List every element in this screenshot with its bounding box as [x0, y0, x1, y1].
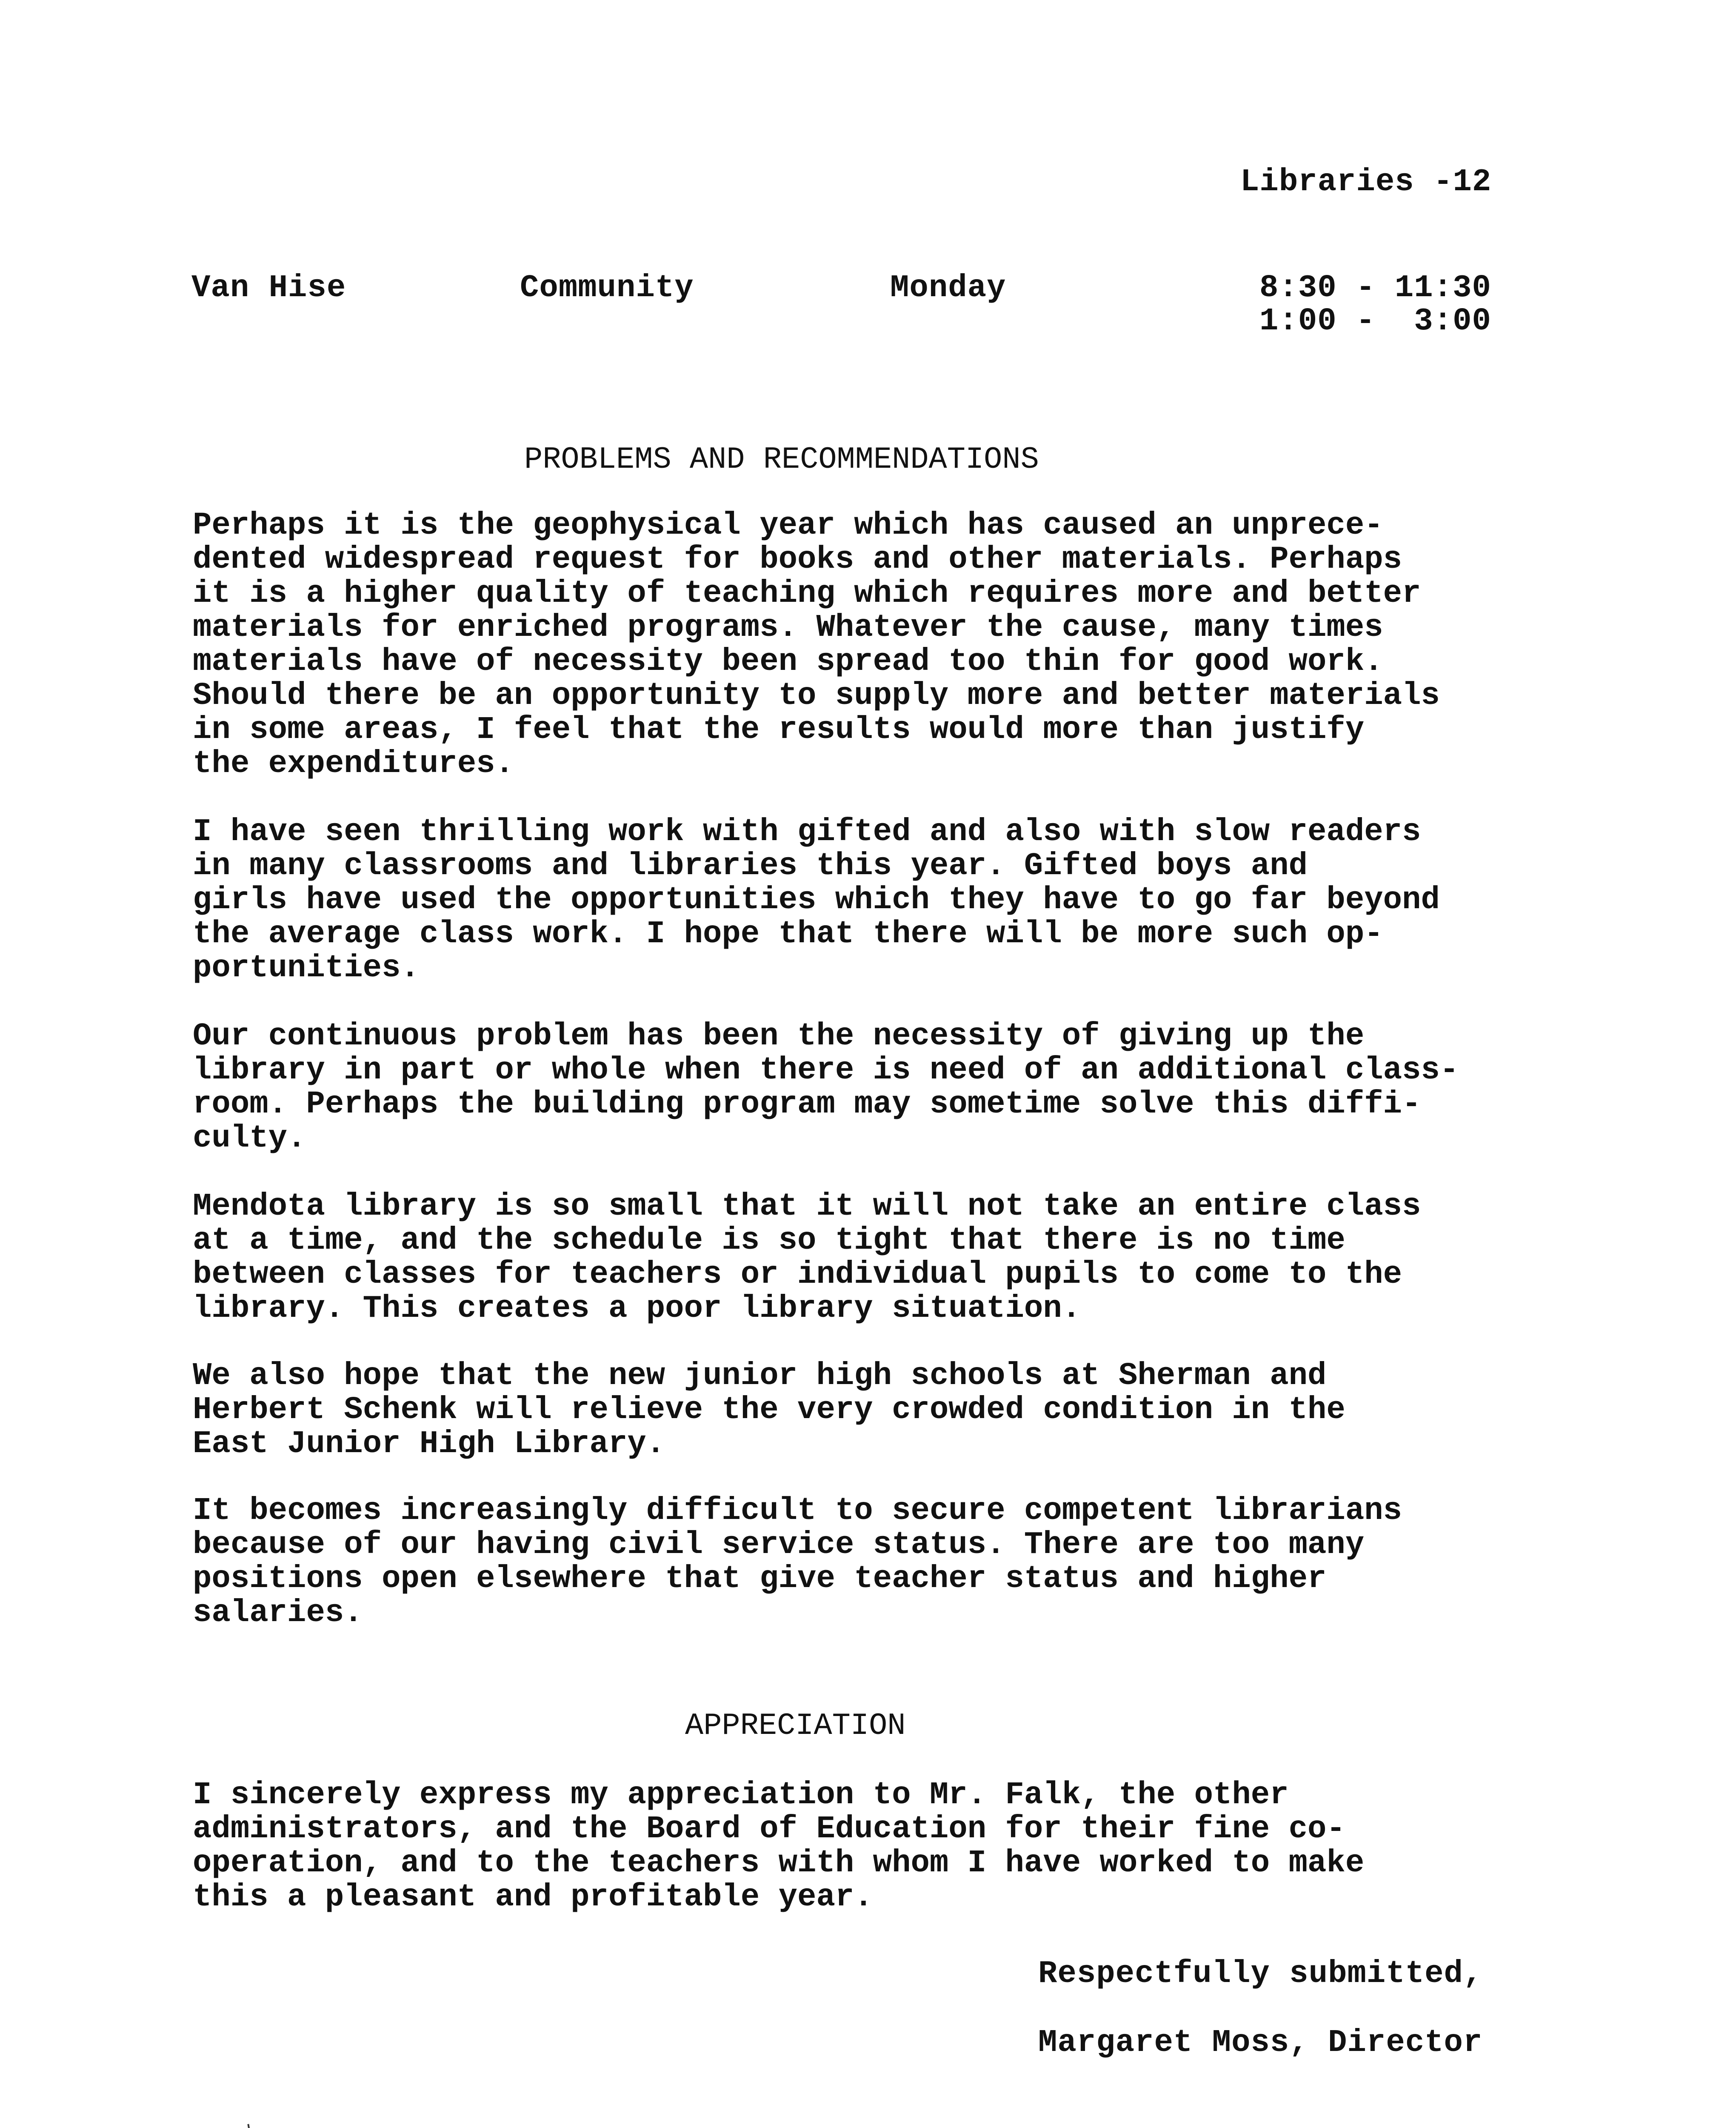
text-line: materials have of necessity been spread too thin for good work.: [193, 644, 1383, 680]
signature-name: Margaret Moss, Director: [1038, 2025, 1483, 2061]
stray-mark: [247, 2124, 256, 2128]
text-line: dented widespread request for books and other materials. Perhaps: [193, 542, 1402, 578]
text-line: portunities.: [193, 950, 420, 986]
text-line: administrators, and the Board of Education for their fine co-: [193, 1811, 1345, 1847]
appreciation-heading: APPRECIATION: [685, 1708, 906, 1743]
text-line: the expenditures.: [193, 746, 514, 782]
text-line: because of our having civil service status. There are too many: [193, 1527, 1365, 1563]
problems-heading: PROBLEMS AND RECOMMENDATIONS: [524, 442, 1039, 477]
text-line: in some areas, I feel that the results would more than justify: [193, 712, 1365, 748]
problems-paragraph-3: [193, 1019, 1597, 1156]
closing-salutation: Respectfully submitted,: [1038, 1956, 1483, 1992]
text-line: Herbert Schenk will relieve the very crowded condition in the: [193, 1392, 1345, 1428]
text-line: room. Perhaps the building program may sometime solve this diffi-: [193, 1087, 1421, 1122]
text-line: positions open elsewhere that give teacher status and higher: [193, 1561, 1327, 1597]
text-line: this a pleasant and profitable year.: [193, 1879, 873, 1915]
text-line: East Junior High Library.: [193, 1426, 665, 1462]
text-line: We also hope that the new junior high schools at Sherman and: [193, 1358, 1327, 1394]
text-line: library in part or whole when there is need of an additional class-: [193, 1053, 1459, 1088]
text-line: Our continuous problem has been the necessity of giving up the: [193, 1018, 1365, 1054]
text-line: the average class work. I hope that there will be more such op-: [193, 916, 1383, 952]
text-line: library. This creates a poor library situation.: [193, 1291, 1081, 1327]
text-line: materials for enriched programs. Whatever the cause, many times: [193, 610, 1383, 646]
text-line: Should there be an opportunity to supply more and better materials: [193, 678, 1440, 714]
text-line: Perhaps it is the geophysical year which has caused an unprece-: [193, 508, 1383, 543]
schedule-school: Van Hise: [191, 270, 346, 306]
text-line: at a time, and the schedule is so tight that there is no time: [193, 1223, 1345, 1258]
schedule-day: Monday: [890, 270, 1006, 306]
schedule-type: Community: [520, 270, 694, 306]
text-line: operation, and to the teachers with whom I have worked to make: [193, 1845, 1365, 1881]
text-line: Mendota library is so small that it will not take an entire class: [193, 1189, 1421, 1224]
page-label: Libraries -12: [1240, 164, 1492, 200]
text-line: in many classrooms and libraries this year. Gifted boys and: [193, 848, 1308, 884]
appreciation-paragraph: [193, 1778, 1597, 1914]
text-line: girls have used the opportunities which they have to go far beyond: [193, 882, 1440, 918]
text-line: between classes for teachers or individual pupils to come to the: [193, 1257, 1402, 1293]
text-line: it is a higher quality of teaching which requires more and better: [193, 576, 1421, 612]
problems-paragraph-5: [193, 1359, 1597, 1461]
problems-paragraph-6: [193, 1494, 1597, 1630]
text-line: salaries.: [193, 1595, 363, 1631]
problems-paragraph-4: [193, 1190, 1597, 1326]
schedule-time-morning: 8:30 - 11:30: [1259, 270, 1491, 306]
schedule-time-afternoon: 1:00 - 3:00: [1259, 303, 1491, 339]
text-line: I have seen thrilling work with gifted and also with slow readers: [193, 814, 1421, 850]
text-line: I sincerely express my appreciation to Mr. Falk, the other: [193, 1777, 1289, 1813]
text-line: culty.: [193, 1121, 306, 1156]
text-line: It becomes increasingly difficult to secure competent librarians: [193, 1493, 1402, 1529]
problems-paragraph-1: [193, 509, 1597, 781]
problems-paragraph-2: [193, 815, 1597, 985]
